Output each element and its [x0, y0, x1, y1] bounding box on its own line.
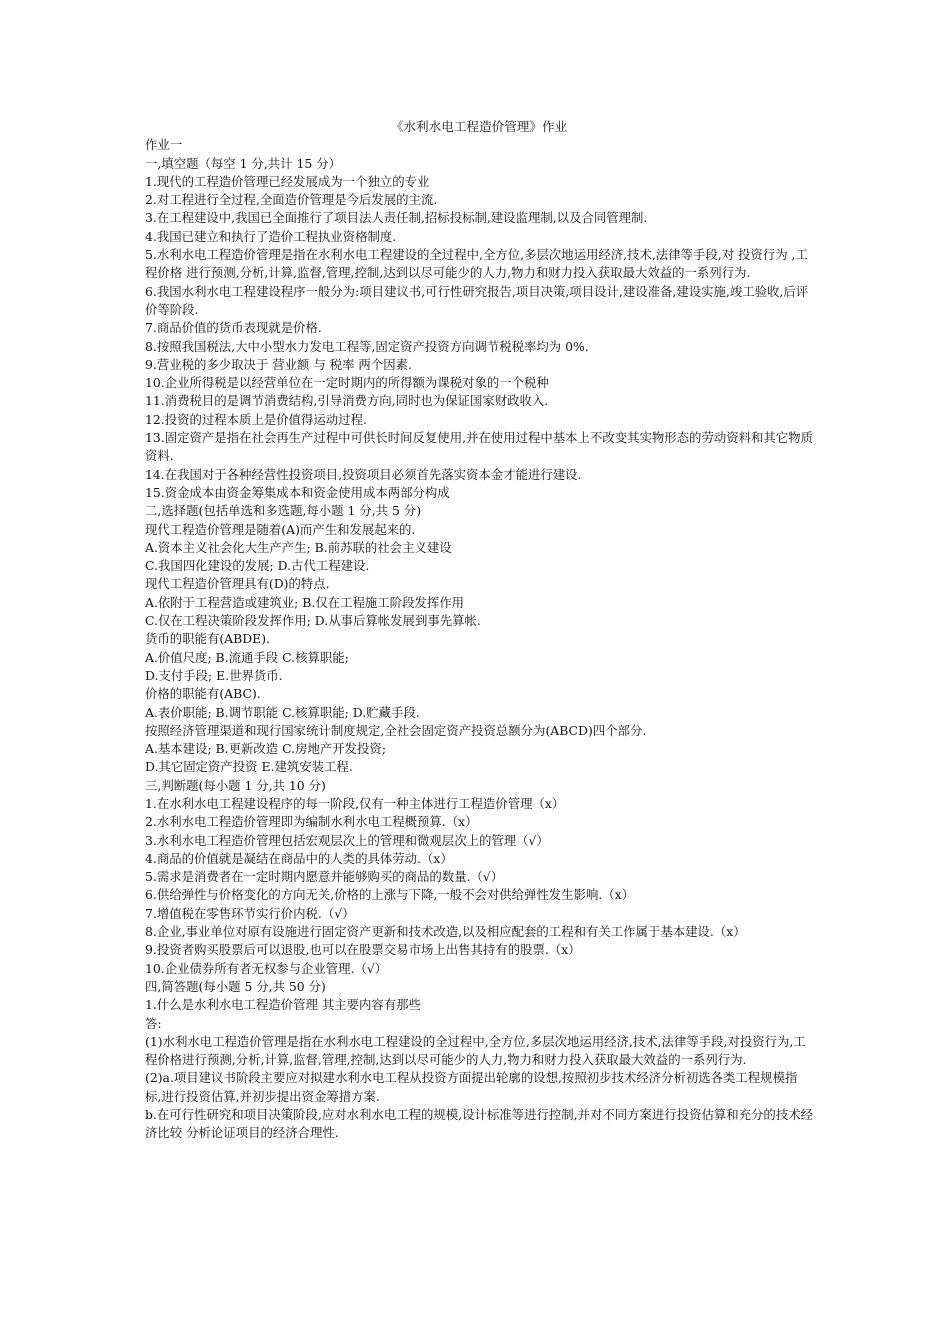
section-heading: 四,简答题(每小题 5 分,共 50 分) [145, 978, 326, 994]
body-line: 1.现代的工程造价管理已经发展成为一个独立的专业 [145, 173, 430, 189]
body-line: 现代工程造价管理具有(D)的特点. [145, 576, 330, 592]
body-line: 14.在我国对于各种经营性投资项目,投资项目必须首先落实资本金才能进行建设. [145, 466, 582, 482]
body-line: 7.增值税在零售环节实行价内税.（√） [145, 905, 355, 921]
body-line: (1)水利水电工程造价管理是指在水利水电工程建设的全过程中,全方位,多层次地运用经济,技术,法律等手段,对投资行为,工程价格进行预测,分析,计算,监督,管理,控制,达到以尽可能少的人力,物力和财力投入获取最大效益的一系列行为. [145, 1033, 806, 1068]
body-line: A.价值尺度; B.流通手段 C.核算职能; [145, 649, 349, 665]
body-line: 3.在工程建设中,我国已全面推行了项目法人责任制,招标投标制,建设监理制,以及合同管理制. [145, 210, 648, 226]
body-line: 9.投资者购买股票后可以退股,也可以在股票交易市场上出售其持有的股票.（x） [145, 942, 581, 958]
section-heading: 二,选择题(包括单选和多选题,每小题 1 分,共 5 分) [145, 503, 422, 519]
body-line: 4.商品的价值就是凝结在商品中的人类的具体劳动.（x） [145, 850, 453, 866]
body-line: A.基本建设; B.更新改造 C.房地产开发投资; [145, 741, 386, 757]
document-title: 《水利水电工程造价管理》作业 [390, 119, 568, 134]
body-line: 答: [145, 1015, 162, 1031]
body-line: 12.投资的过程本质上是价值得运动过程. [145, 411, 367, 427]
body-line: A.资本主义社会化大生产产生; B.前苏联的社会主义建设 [145, 539, 452, 555]
body-line: 10.企业债券所有者无权参与企业管理.（√） [145, 960, 388, 976]
body-line: 7.商品价值的货币表现就是价格. [145, 320, 322, 336]
body-line: b.在可行性研究和项目决策阶段,应对水利水电工程的规模,设计标准等进行控制,并对不同方案进行投资估算和充分的技术经济比较 分析论证项目的经济合理性. [145, 1107, 813, 1141]
body-line: 13.固定资产是指在社会再生产过程中可供长时间反复使用,并在使用过程中基本上不改变其实物形态的劳动资料和其它物质资料. [145, 430, 813, 464]
body-line: D.其它固定资产投资 E.建筑安装工程. [145, 759, 353, 775]
body-line: 11.消费税目的是调节消费结构,引导消费方向,同时也为保证国家财政收入. [145, 393, 549, 409]
body-line: 2.水利水电工程造价管理即为编制水利水电工程概预算.（x） [145, 814, 478, 830]
body-line: 6.我国水利水电工程建设程序一般分为:项目建议书,可行性研究报告,项目决策,项目设计,建设准备,建设实施,竣工验收,后评价等阶段. [145, 283, 809, 317]
body-line: 5.需求是消费者在一定时期内愿意并能够购买的商品的数量.（√） [145, 869, 504, 885]
body-line: 1.在水利水电工程建设程序的每一阶段,仅有一种主体进行工程造价管理（x） [145, 795, 565, 811]
body-line: C.仅在工程决策阶段发挥作用; D.从事后算帐发展到事先算帐. [145, 613, 481, 629]
body-line: 15.资金成本由资金筹集成本和资金使用成本两部分构成 [145, 484, 450, 500]
document-page [145, 118, 813, 1143]
body-line: C.我国四化建设的发展; D.古代工程建设. [145, 558, 370, 574]
body-line: 价格的职能有(ABC). [145, 686, 261, 702]
body-line: 6.供给弹性与价格变化的方向无关,价格的上涨与下降,一般不会对供给弹性发生影响.（x） [145, 887, 635, 903]
body-line: 10.企业所得税是以经营单位在一定时期内的所得额为课税对象的一个税种 [145, 375, 549, 391]
body-line: (2)a.项目建议书阶段主要应对拟建水利水电工程从投资方面提出轮廓的设想,按照初步技术经济分析初选各类工程规模指标,进行投资估算,并初步提出资金筹措方案. [145, 1070, 798, 1104]
body-line: 现代工程造价管理是随着(A)而产生和发展起来的. [145, 521, 416, 537]
section-heading: 一,填空题（每空 1 分,共计 15 分） [145, 155, 341, 171]
body-line: 4.我国已建立和执行了造价工程执业资格制度. [145, 228, 397, 244]
body-line: 按照经济管理渠道和现行国家统计制度规定,全社会固定资产投资总额分为(ABCD)四个部分. [145, 722, 647, 738]
section-heading: 三,判断题(每小题 1 分,共 10 分) [145, 777, 326, 793]
body-line: D.支付手段; E.世界货币. [145, 667, 283, 683]
document-body [145, 136, 813, 1142]
body-line: 9.营业税的多少取决于 营业额 与 税率 两个因素. [145, 356, 412, 372]
body-line: 8.企业,事业单位对原有设施进行固定资产更新和技术改造,以及相应配套的工程和有关工作属于基本建设.（x） [145, 924, 746, 940]
body-line: 1.什么是水利水电工程造价管理 其主要内容有那些 [145, 997, 421, 1013]
body-line: A.表价职能; B.调节职能 C.核算职能; D.贮藏手段. [145, 704, 420, 720]
body-line: 作业一 [145, 137, 183, 153]
body-line: 8.按照我国税法,大中小型水力发电工程等,固定资产投资方向调节税税率均为 0%. [145, 338, 589, 354]
body-line: 2.对工程进行全过程,全面造价管理是今后发展的主流. [145, 192, 438, 208]
body-line: 3.水利水电工程造价管理包括宏观层次上的管理和微观层次上的管理（√） [145, 832, 549, 848]
body-line: 货币的职能有(ABDE). [145, 631, 270, 647]
body-line: 5.水利水电工程造价管理是指在水利水电工程建设的全过程中,全方位,多层次地运用经济,技术,法律等手段,对 投资行为 ,工程价格 进行预测,分析,计算,监督,管理,控制,达到以尽可能少的人力,物力和财力投入获取最大效益的一系列行为. [145, 247, 808, 281]
body-line: A.依附于工程营造或建筑业; B.仅在工程施工阶段发挥作用 [145, 594, 465, 610]
